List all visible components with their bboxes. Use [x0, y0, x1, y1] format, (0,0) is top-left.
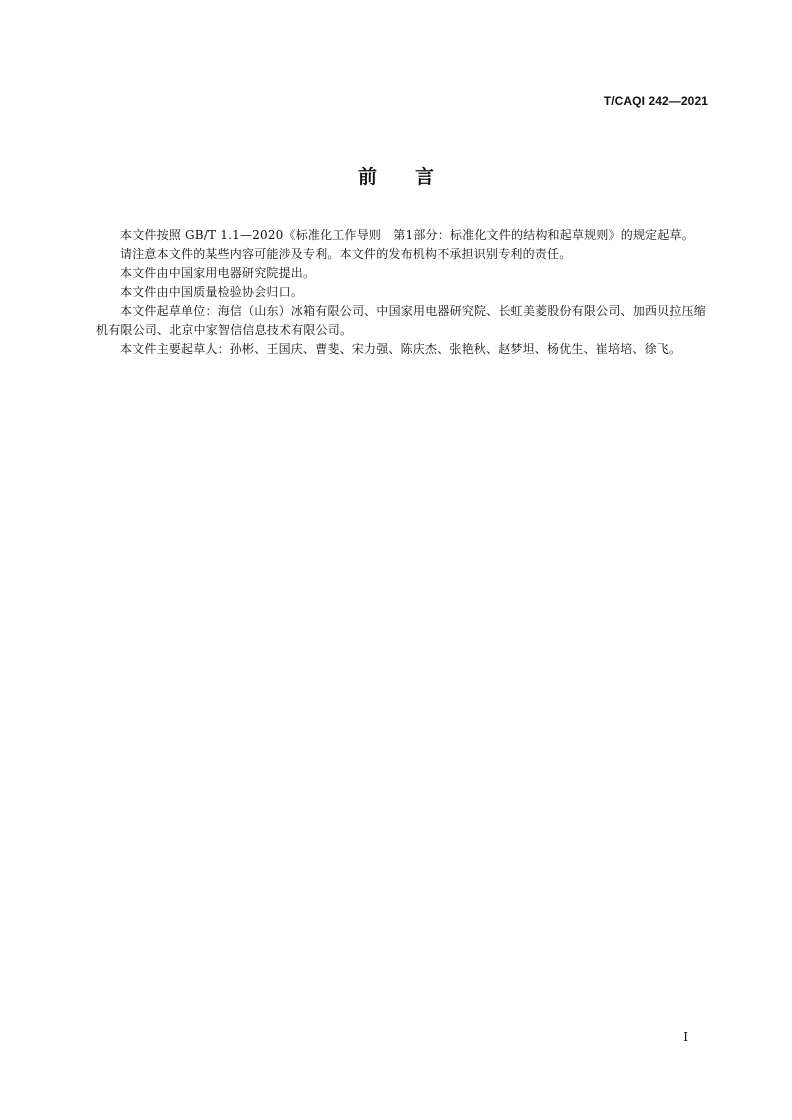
page-title [0, 162, 792, 189]
paragraph-administrator: 本文件由中国质量检验协会归口。 [120, 285, 304, 299]
paragraph-drafting-units: 本文件起草单位：海信（山东）冰箱有限公司、中国家用电器研究院、长虹美菱股份有限公司、加西贝拉压缩机有限公司、北京中家智信信息技术有限公司。 [96, 304, 706, 337]
paragraph-patent-notice: 请注意本文件的某些内容可能涉及专利。本文件的发布机构不承担识别专利的责任。 [120, 247, 572, 261]
paragraph-proposer: 本文件由中国家用电器研究院提出。 [120, 266, 316, 280]
title-part-2: 言 [415, 166, 435, 188]
paragraph-drafting-rules: 本文件按照 GB/T 1.1—2020《标准化工作导则 第1部分：标准化文件的结构和起草规则》的规定起草。 [120, 228, 694, 242]
paragraph-drafters: 本文件主要起草人：孙彬、王国庆、曹斐、宋力强、陈庆杰、张艳秋、赵梦坦、杨优生、崔培培、徐飞。 [120, 342, 682, 356]
standard-code: T/CAQI 242—2021 [603, 94, 708, 108]
title-part-1: 前 [357, 166, 377, 188]
foreword-body [96, 226, 706, 359]
page-number: I [683, 1030, 688, 1044]
